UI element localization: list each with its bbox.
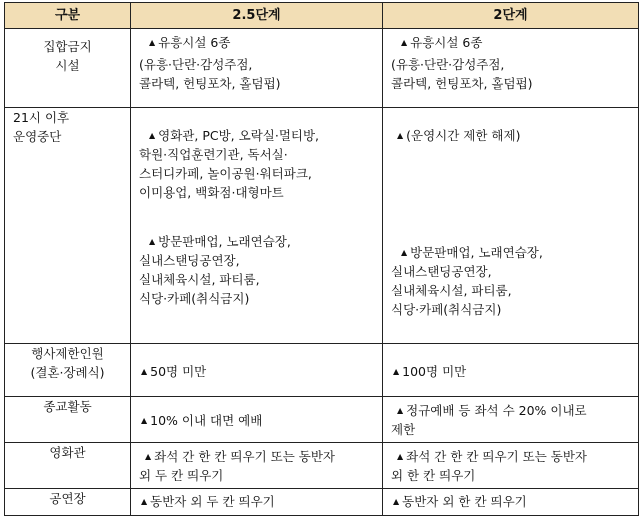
cell-text: (유흥·단란·감성주점, [391, 57, 505, 72]
category-cell [5, 108, 131, 344]
cell-text: (운영시간 제한 해제) [406, 128, 521, 143]
category-line: 21시 이후 [13, 110, 70, 125]
cell-text: 외 두 칸 띄우기 [139, 468, 224, 483]
category-line: 공연장 [49, 491, 86, 506]
level-2-5-cell [131, 108, 383, 344]
restrictions-comparison-table [4, 2, 639, 516]
header-row [5, 3, 639, 29]
category-line: 집합금지 [43, 39, 92, 54]
header-level-2-5: 2.5단계 [131, 3, 383, 29]
table-row-religious [5, 397, 639, 443]
bullet-icon: ▲ [393, 366, 400, 376]
header-category: 구분 [5, 3, 131, 29]
cell-text: 식당·카페(취식금지) [391, 302, 502, 317]
cell-text: 실내스탠딩공연장, [139, 253, 240, 268]
category-cell [5, 443, 131, 489]
cell-text: 콜라텍, 헌팅포차, 홀덤펍) [139, 76, 281, 91]
category-cell [5, 344, 131, 397]
header-level-2: 2단계 [383, 3, 639, 29]
cell-text: 유흥시설 6종 [410, 35, 483, 50]
cell-text: 학원·직업훈련기관, 독서실· [139, 147, 288, 162]
cell-text: 좌석 간 한 칸 띄우기 또는 동반자 [154, 449, 335, 464]
category-cell [5, 489, 131, 516]
table-row-event-limit [5, 344, 639, 397]
bullet-icon: ▲ [397, 406, 404, 415]
bullet-icon: ▲ [401, 248, 408, 257]
category-line: 종교활동 [43, 399, 92, 414]
bullet-icon: ▲ [141, 497, 148, 506]
category-line: 행사제한인원 [31, 346, 104, 361]
cell-text: 외 한 칸 띄우기 [391, 468, 476, 483]
cell-text: 방문판매업, 노래연습장, [410, 245, 543, 260]
bullet-icon: ▲ [397, 131, 404, 140]
level-2-5-cell [131, 29, 383, 108]
level-2-cell [383, 397, 639, 443]
table-row-gathering-ban [5, 29, 639, 108]
cell-text: 100명 미만 [402, 363, 467, 379]
bullet-icon: ▲ [397, 452, 404, 461]
bullet-icon: ▲ [393, 497, 400, 506]
cell-text: 유흥시설 6종 [158, 35, 231, 50]
level-2-cell [383, 108, 639, 344]
bullet-icon: ▲ [141, 366, 148, 376]
level-2-cell [383, 443, 639, 489]
bullet-icon: ▲ [149, 38, 156, 47]
level-2-cell [383, 344, 639, 397]
category-line: 시설 [55, 58, 80, 73]
level-2-5-cell [131, 443, 383, 489]
level-2-cell [383, 29, 639, 108]
cell-text: 정규예배 등 좌석 수 20% 이내로 [406, 403, 587, 418]
cell-text: 10% 이내 대면 예배 [150, 413, 263, 428]
cell-text: 실내체육시설, 파티룸, [139, 272, 260, 287]
cell-text: 동반자 외 한 칸 띄우기 [402, 494, 527, 509]
cell-text: 동반자 외 두 칸 띄우기 [150, 494, 275, 509]
level-2-5-cell [131, 344, 383, 397]
cell-text: 제한 [391, 422, 416, 437]
category-line: (결혼·장례식) [30, 365, 105, 380]
bullet-icon: ▲ [141, 416, 148, 425]
category-line: 운영중단 [13, 129, 62, 144]
category-line: 영화관 [49, 445, 86, 460]
cell-text: 식당·카페(취식금지) [139, 291, 250, 306]
cell-text: 이미용업, 백화점·대형마트 [139, 185, 284, 200]
level-2-5-cell [131, 489, 383, 516]
cell-text: 실내스탠딩공연장, [391, 264, 492, 279]
bullet-icon: ▲ [149, 131, 156, 140]
bullet-icon: ▲ [145, 452, 152, 461]
table-row-cinema [5, 443, 639, 489]
bullet-icon: ▲ [401, 38, 408, 47]
level-2-cell [383, 489, 639, 516]
level-2-5-cell [131, 397, 383, 443]
table-row-concert-hall [5, 489, 639, 516]
cell-text: 영화관, PC방, 오락실·멀티방, [158, 128, 320, 143]
cell-text: 50명 미만 [150, 363, 207, 379]
cell-text: 콜라텍, 헌팅포차, 홀덤펍) [391, 76, 533, 91]
category-cell [5, 29, 131, 108]
cell-text: 실내체육시설, 파티룸, [391, 283, 512, 298]
cell-text: 좌석 간 한 칸 띄우기 또는 동반자 [406, 449, 587, 464]
category-cell [5, 397, 131, 443]
bullet-icon: ▲ [149, 237, 156, 246]
cell-text: 스터디카페, 놀이공원·워터파크, [139, 166, 312, 181]
cell-text: 방문판매업, 노래연습장, [158, 234, 291, 249]
cell-text: (유흥·단란·감성주점, [139, 57, 253, 72]
table-row-21h-closure [5, 108, 639, 344]
